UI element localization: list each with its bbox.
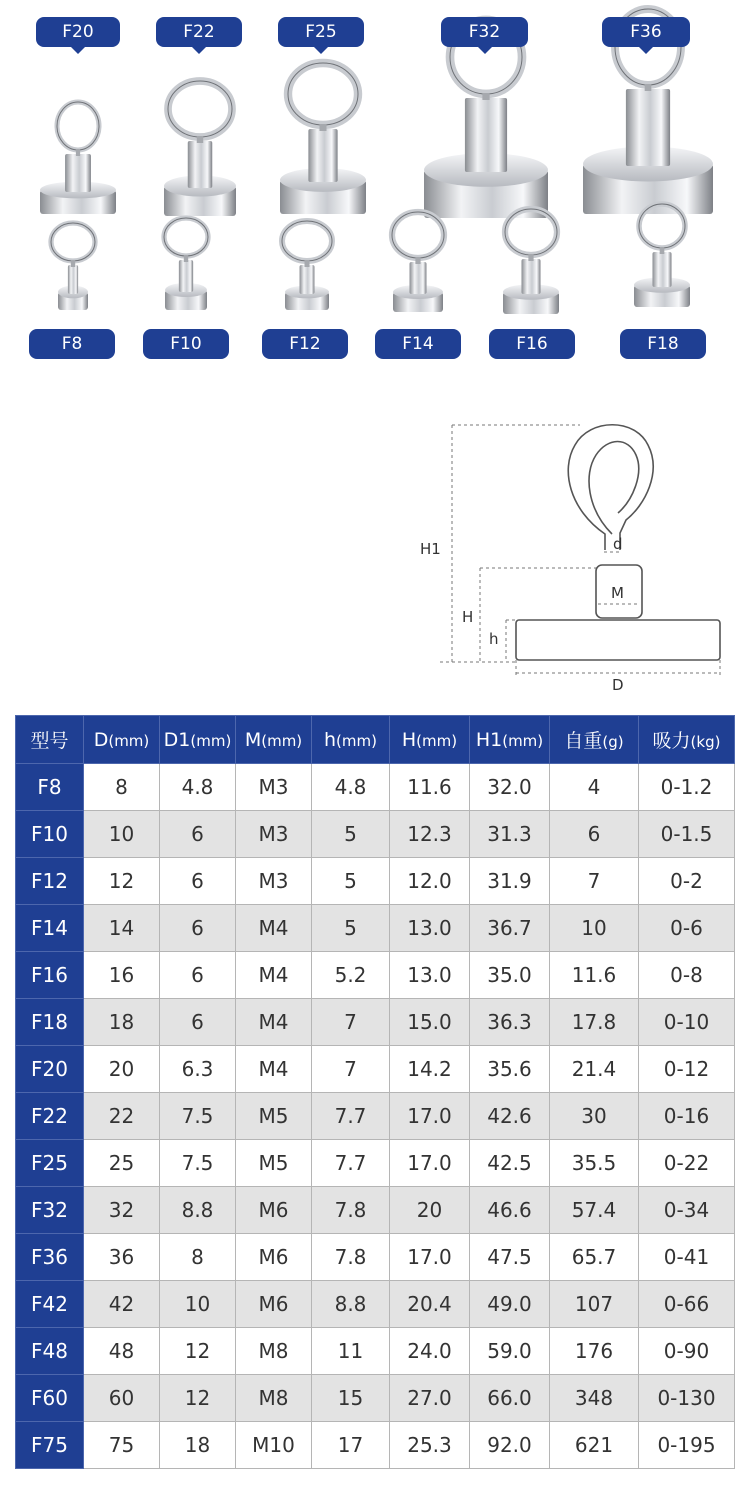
value-cell: 7.5 xyxy=(160,1140,236,1187)
magnet-f10 xyxy=(164,218,208,310)
value-cell: M3 xyxy=(236,858,312,905)
value-cell: 17.0 xyxy=(390,1093,470,1140)
model-tag-f22: F22 xyxy=(156,17,242,47)
model-tag-f18: F18 xyxy=(620,329,706,359)
value-cell: 35.6 xyxy=(470,1046,550,1093)
value-cell: M10 xyxy=(236,1422,312,1469)
value-cell: 4.8 xyxy=(160,764,236,811)
dim-label-h-total: H xyxy=(462,608,474,626)
model-cell: F12 xyxy=(16,858,84,905)
value-cell: 5.2 xyxy=(312,952,390,999)
magnet-f25 xyxy=(280,63,366,214)
column-header-unit: (mm) xyxy=(502,731,544,750)
value-cell: 66.0 xyxy=(470,1375,550,1422)
value-cell: 36 xyxy=(84,1234,160,1281)
dim-label-h-base: h xyxy=(489,630,499,648)
value-cell: 17.8 xyxy=(550,999,639,1046)
value-cell: 27.0 xyxy=(390,1375,470,1422)
value-cell: 11.6 xyxy=(390,764,470,811)
value-cell: 31.3 xyxy=(470,811,550,858)
value-cell: 0-6 xyxy=(639,905,735,952)
dim-label-d-diameter: D xyxy=(612,676,624,694)
model-cell: F75 xyxy=(16,1422,84,1469)
value-cell: M5 xyxy=(236,1093,312,1140)
value-cell: 16 xyxy=(84,952,160,999)
model-cell: F20 xyxy=(16,1046,84,1093)
table-row xyxy=(16,1140,735,1187)
value-cell: 12.3 xyxy=(390,811,470,858)
value-cell: 15.0 xyxy=(390,999,470,1046)
value-cell: 21.4 xyxy=(550,1046,639,1093)
value-cell: 5 xyxy=(312,905,390,952)
value-cell: 42.5 xyxy=(470,1140,550,1187)
value-cell: 0-1.2 xyxy=(639,764,735,811)
value-cell: M8 xyxy=(236,1375,312,1422)
value-cell: 13.0 xyxy=(390,952,470,999)
value-cell: 48 xyxy=(84,1328,160,1375)
value-cell: 14.2 xyxy=(390,1046,470,1093)
model-cell: F8 xyxy=(16,764,84,811)
value-cell: 7 xyxy=(550,858,639,905)
table-body xyxy=(16,764,735,1469)
value-cell: 17.0 xyxy=(390,1234,470,1281)
eye-hook-magnets-illustration xyxy=(0,0,750,380)
value-cell: 7 xyxy=(312,999,390,1046)
column-header-label: H xyxy=(401,728,417,751)
model-cell: F16 xyxy=(16,952,84,999)
dimension-diagram xyxy=(400,410,740,700)
value-cell: 0-2 xyxy=(639,858,735,905)
value-cell: 6 xyxy=(550,811,639,858)
column-header xyxy=(16,716,84,764)
value-cell: 0-41 xyxy=(639,1234,735,1281)
value-cell: 6 xyxy=(160,811,236,858)
model-cell: F14 xyxy=(16,905,84,952)
value-cell: 24.0 xyxy=(390,1328,470,1375)
column-header-unit: (g) xyxy=(602,733,624,751)
table-row xyxy=(16,1281,735,1328)
value-cell: 60 xyxy=(84,1375,160,1422)
value-cell: 107 xyxy=(550,1281,639,1328)
value-cell: 20 xyxy=(390,1187,470,1234)
value-cell: 0-1.5 xyxy=(639,811,735,858)
value-cell: 176 xyxy=(550,1328,639,1375)
model-cell: F48 xyxy=(16,1328,84,1375)
dim-label-h1: H1 xyxy=(420,540,441,558)
model-cell: F32 xyxy=(16,1187,84,1234)
value-cell: M4 xyxy=(236,1046,312,1093)
model-cell: F60 xyxy=(16,1375,84,1422)
column-header-label: M xyxy=(244,728,262,751)
model-tag-f8: F8 xyxy=(29,329,115,359)
value-cell: 17 xyxy=(312,1422,390,1469)
column-header xyxy=(312,716,390,764)
magnet-f18 xyxy=(634,204,690,307)
value-cell: M4 xyxy=(236,999,312,1046)
value-cell: 20.4 xyxy=(390,1281,470,1328)
value-cell: M6 xyxy=(236,1234,312,1281)
column-header-unit: (mm) xyxy=(261,731,303,750)
value-cell: 11 xyxy=(312,1328,390,1375)
value-cell: M3 xyxy=(236,764,312,811)
value-cell: 14 xyxy=(84,905,160,952)
model-cell: F18 xyxy=(16,999,84,1046)
value-cell: 0-16 xyxy=(639,1093,735,1140)
column-header-unit: (mm) xyxy=(108,731,150,750)
value-cell: 30 xyxy=(550,1093,639,1140)
table-row xyxy=(16,1422,735,1469)
model-cell: F10 xyxy=(16,811,84,858)
value-cell: 0-10 xyxy=(639,999,735,1046)
value-cell: 4.8 xyxy=(312,764,390,811)
value-cell: 59.0 xyxy=(470,1328,550,1375)
value-cell: 32 xyxy=(84,1187,160,1234)
value-cell: 36.3 xyxy=(470,999,550,1046)
model-cell: F36 xyxy=(16,1234,84,1281)
value-cell: 7.5 xyxy=(160,1093,236,1140)
product-photo-section xyxy=(0,0,750,380)
table-row xyxy=(16,764,735,811)
magnet-f16 xyxy=(503,209,559,314)
table-row xyxy=(16,1375,735,1422)
value-cell: 5 xyxy=(312,811,390,858)
value-cell: 6 xyxy=(160,858,236,905)
value-cell: 0-22 xyxy=(639,1140,735,1187)
model-tag-f16: F16 xyxy=(489,329,575,359)
value-cell: 12.0 xyxy=(390,858,470,905)
value-cell: 7.8 xyxy=(312,1187,390,1234)
value-cell: 18 xyxy=(160,1422,236,1469)
value-cell: 0-12 xyxy=(639,1046,735,1093)
value-cell: 92.0 xyxy=(470,1422,550,1469)
magnet-f12 xyxy=(282,221,332,310)
value-cell: 36.7 xyxy=(470,905,550,952)
value-cell: 35.5 xyxy=(550,1140,639,1187)
column-header-label: 型号 xyxy=(30,730,69,752)
table-row xyxy=(16,952,735,999)
value-cell: 18 xyxy=(84,999,160,1046)
model-cell: F22 xyxy=(16,1093,84,1140)
value-cell: M4 xyxy=(236,905,312,952)
value-cell: 348 xyxy=(550,1375,639,1422)
value-cell: M8 xyxy=(236,1328,312,1375)
value-cell: 0-90 xyxy=(639,1328,735,1375)
value-cell: 8 xyxy=(84,764,160,811)
value-cell: 0-130 xyxy=(639,1375,735,1422)
magnet-f20 xyxy=(40,102,116,214)
value-cell: 6 xyxy=(160,952,236,999)
value-cell: 32.0 xyxy=(470,764,550,811)
column-header-label: 自重 xyxy=(564,730,603,752)
value-cell: 49.0 xyxy=(470,1281,550,1328)
value-cell: 7 xyxy=(312,1046,390,1093)
value-cell: 12 xyxy=(84,858,160,905)
value-cell: 0-34 xyxy=(639,1187,735,1234)
value-cell: 0-8 xyxy=(639,952,735,999)
table-row xyxy=(16,1234,735,1281)
value-cell: 6 xyxy=(160,999,236,1046)
value-cell: 31.9 xyxy=(470,858,550,905)
table-row xyxy=(16,1187,735,1234)
value-cell: 7.7 xyxy=(312,1093,390,1140)
table-row xyxy=(16,1046,735,1093)
magnet-f8 xyxy=(51,223,95,310)
column-header-unit: (mm) xyxy=(416,731,458,750)
model-tag-f14: F14 xyxy=(375,329,461,359)
value-cell: 12 xyxy=(160,1375,236,1422)
column-header-label: D xyxy=(93,728,109,751)
value-cell: 15 xyxy=(312,1375,390,1422)
column-header xyxy=(160,716,236,764)
value-cell: M3 xyxy=(236,811,312,858)
value-cell: 11.6 xyxy=(550,952,639,999)
column-header xyxy=(550,716,639,764)
value-cell: 621 xyxy=(550,1422,639,1469)
value-cell: 57.4 xyxy=(550,1187,639,1234)
value-cell: 42.6 xyxy=(470,1093,550,1140)
model-tag-f25: F25 xyxy=(278,17,364,47)
value-cell: 10 xyxy=(550,905,639,952)
spec-table xyxy=(15,715,735,1469)
model-tag-f12: F12 xyxy=(262,329,348,359)
value-cell: 10 xyxy=(160,1281,236,1328)
value-cell: 8.8 xyxy=(312,1281,390,1328)
value-cell: 6.3 xyxy=(160,1046,236,1093)
table-header xyxy=(16,716,735,764)
value-cell: 17.0 xyxy=(390,1140,470,1187)
column-header-label: H1 xyxy=(475,728,503,751)
value-cell: 7.8 xyxy=(312,1234,390,1281)
value-cell: 35.0 xyxy=(470,952,550,999)
model-tag-f10: F10 xyxy=(143,329,229,359)
value-cell: 42 xyxy=(84,1281,160,1328)
value-cell: 7.7 xyxy=(312,1140,390,1187)
magnet-f14 xyxy=(392,212,444,312)
model-tag-f36: F36 xyxy=(602,17,690,47)
dim-label-m-thread: M xyxy=(611,584,624,602)
value-cell: 8.8 xyxy=(160,1187,236,1234)
model-cell: F25 xyxy=(16,1140,84,1187)
value-cell: M6 xyxy=(236,1187,312,1234)
value-cell: 10 xyxy=(84,811,160,858)
value-cell: 5 xyxy=(312,858,390,905)
model-tag-f32: F32 xyxy=(441,17,528,47)
column-header-unit: (mm) xyxy=(190,731,232,750)
value-cell: M4 xyxy=(236,952,312,999)
column-header xyxy=(390,716,470,764)
eye-hook-magnet-drawing xyxy=(400,410,740,700)
value-cell: 25 xyxy=(84,1140,160,1187)
column-header-unit: (mm) xyxy=(336,731,377,750)
value-cell: 75 xyxy=(84,1422,160,1469)
value-cell: 22 xyxy=(84,1093,160,1140)
value-cell: 25.3 xyxy=(390,1422,470,1469)
dim-label-d-wire: d xyxy=(613,535,623,553)
model-tag-f20: F20 xyxy=(36,17,120,47)
magnet-f22 xyxy=(164,81,236,216)
value-cell: M5 xyxy=(236,1140,312,1187)
table-row xyxy=(16,858,735,905)
table-row xyxy=(16,1328,735,1375)
column-header xyxy=(236,716,312,764)
value-cell: 6 xyxy=(160,905,236,952)
column-header-label: D1 xyxy=(163,728,191,751)
column-header xyxy=(84,716,160,764)
table-row xyxy=(16,999,735,1046)
value-cell: 65.7 xyxy=(550,1234,639,1281)
column-header-label: h xyxy=(324,728,337,751)
column-header-unit: (kg) xyxy=(690,733,721,751)
value-cell: 0-195 xyxy=(639,1422,735,1469)
table-row xyxy=(16,1093,735,1140)
column-header xyxy=(639,716,735,764)
value-cell: 12 xyxy=(160,1328,236,1375)
value-cell: 20 xyxy=(84,1046,160,1093)
value-cell: 47.5 xyxy=(470,1234,550,1281)
value-cell: 13.0 xyxy=(390,905,470,952)
column-header xyxy=(470,716,550,764)
table-row xyxy=(16,811,735,858)
model-cell: F42 xyxy=(16,1281,84,1328)
column-header-label: 吸力 xyxy=(652,730,691,752)
value-cell: 46.6 xyxy=(470,1187,550,1234)
value-cell: 8 xyxy=(160,1234,236,1281)
value-cell: 0-66 xyxy=(639,1281,735,1328)
value-cell: 4 xyxy=(550,764,639,811)
table-row xyxy=(16,905,735,952)
value-cell: M6 xyxy=(236,1281,312,1328)
